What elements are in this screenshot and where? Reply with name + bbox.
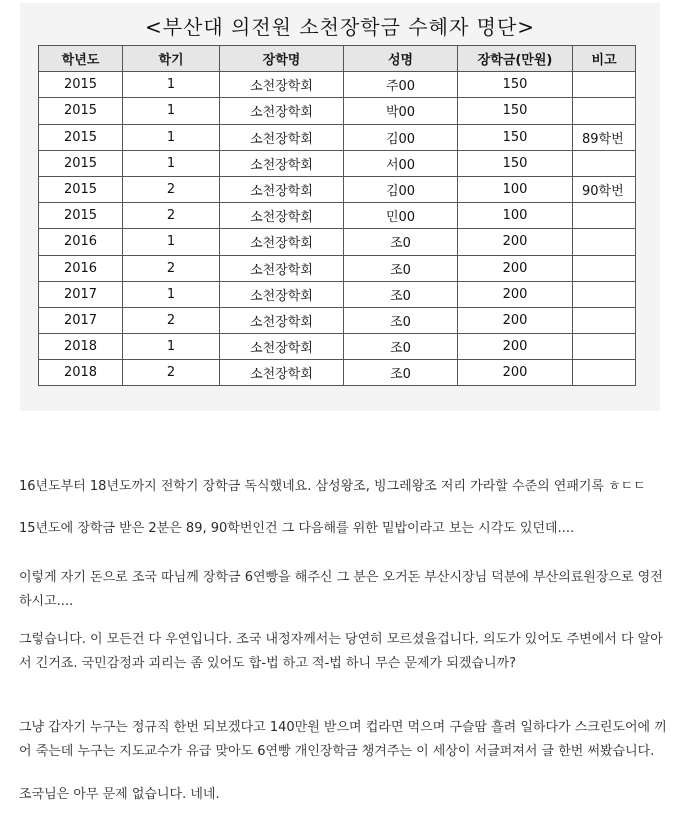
cell-scholarship-name: 소천장학회 [220,334,344,360]
table-row [39,203,636,229]
cell-semester: 1 [123,124,220,150]
table-row [39,229,636,255]
cell-remarks [573,229,636,255]
cell-recipient-name: 조0 [344,255,458,281]
table-row [39,334,636,360]
cell-year: 2015 [39,72,123,98]
header-recipient-name: 성명 [344,46,458,72]
cell-recipient-name: 주00 [344,72,458,98]
cell-semester: 1 [123,98,220,124]
table-body [39,72,636,386]
cell-amount: 150 [458,98,573,124]
cell-scholarship-name: 소천장학회 [220,124,344,150]
cell-semester: 1 [123,229,220,255]
cell-remarks [573,334,636,360]
cell-scholarship-name: 소천장학회 [220,98,344,124]
post-paragraph: 그냥 갑자기 누구는 정규직 한번 되보겠다고 140만원 받으며 컵라면 먹으며 구슬땀 흘려 일하다가 스크린도어에 끼어 죽는데 누구는 지도교수가 유급 맞아도 6연빵 개인장학금 챙겨주는 이 세상이 서글퍼져서 글 한번 써봤습니다. [19,720,667,759]
scholarship-table-image [20,3,660,411]
cell-amount: 100 [458,203,573,229]
cell-recipient-name: 조0 [344,334,458,360]
cell-year: 2017 [39,281,123,307]
cell-semester: 2 [123,360,220,386]
cell-recipient-name: 김00 [344,124,458,150]
cell-year: 2017 [39,307,123,333]
cell-remarks [573,307,636,333]
cell-amount: 200 [458,334,573,360]
cell-recipient-name: 민00 [344,203,458,229]
cell-amount: 150 [458,72,573,98]
cell-semester: 1 [123,281,220,307]
post-paragraph: 그렇습니다. 이 모든건 다 우연입니다. 조국 내정자께서는 당연히 모르셨을겁니다. 의도가 있어도 주변에서 다 알아서 긴거죠. 국민감정과 괴리는 좀 있어도 합-법 하고 적-법 하니 무슨 문제가 되겠습니까? [19,632,663,671]
cell-year: 2016 [39,255,123,281]
cell-amount: 200 [458,360,573,386]
cell-year: 2015 [39,98,123,124]
cell-recipient-name: 조0 [344,307,458,333]
post-paragraph: 16년도부터 18년도까지 전학기 장학금 독식했네요. 삼성왕조, 빙그레왕조 저리 가라할 수준의 연패기록 ㅎㄷㄷ [19,479,646,494]
cell-scholarship-name: 소천장학회 [220,150,344,176]
table-row [39,98,636,124]
cell-amount: 100 [458,176,573,202]
cell-year: 2018 [39,334,123,360]
table-row [39,150,636,176]
cell-year: 2015 [39,203,123,229]
cell-recipient-name: 조0 [344,229,458,255]
cell-scholarship-name: 소천장학회 [220,360,344,386]
cell-remarks [573,98,636,124]
cell-amount: 150 [458,124,573,150]
cell-semester: 2 [123,255,220,281]
cell-amount: 200 [458,281,573,307]
cell-amount: 150 [458,150,573,176]
table-row [39,255,636,281]
table-row [39,124,636,150]
cell-amount: 200 [458,307,573,333]
cell-scholarship-name: 소천장학회 [220,176,344,202]
cell-remarks [573,255,636,281]
cell-remarks [573,360,636,386]
cell-semester: 2 [123,203,220,229]
post-paragraph: 이렇게 자기 돈으로 조국 따님께 장학금 6연빵을 해주신 그 분은 오거돈 부산시장님 덕분에 부산의료원장으로 영전하시고.... [19,570,663,609]
post-paragraph: 15년도에 장학금 받은 2분은 89, 90학번인건 그 다음해를 위한 밑밥이라고 보는 시각도 있던데.... [19,521,575,536]
post-paragraph: 조국님은 아무 문제 없습니다. 네네. [19,787,220,802]
cell-semester: 1 [123,72,220,98]
table-row [39,307,636,333]
cell-recipient-name: 조0 [344,360,458,386]
cell-amount: 200 [458,229,573,255]
table-row [39,281,636,307]
header-year: 학년도 [39,46,123,72]
cell-scholarship-name: 소천장학회 [220,255,344,281]
cell-amount: 200 [458,255,573,281]
cell-recipient-name: 김00 [344,176,458,202]
header-scholarship-name: 장학명 [220,46,344,72]
header-amount: 장학금(만원) [458,46,573,72]
cell-semester: 2 [123,176,220,202]
cell-semester: 1 [123,150,220,176]
cell-remarks: 89학번 [573,124,636,150]
table-row [39,360,636,386]
cell-semester: 1 [123,334,220,360]
table-title: <부산대 의전원 소천장학금 수혜자 명단> [144,15,536,39]
cell-scholarship-name: 소천장학회 [220,72,344,98]
cell-recipient-name: 조0 [344,281,458,307]
cell-year: 2015 [39,124,123,150]
cell-remarks [573,72,636,98]
cell-scholarship-name: 소천장학회 [220,281,344,307]
cell-scholarship-name: 소천장학회 [220,203,344,229]
header-remarks: 비고 [573,46,636,72]
cell-remarks [573,150,636,176]
cell-year: 2015 [39,150,123,176]
cell-remarks [573,203,636,229]
cell-semester: 2 [123,307,220,333]
cell-remarks [573,281,636,307]
header-semester: 학기 [123,46,220,72]
table-row [39,72,636,98]
scholarship-recipient-table [38,45,636,386]
cell-year: 2018 [39,360,123,386]
table-row [39,176,636,202]
cell-scholarship-name: 소천장학회 [220,229,344,255]
cell-recipient-name: 서00 [344,150,458,176]
cell-scholarship-name: 소천장학회 [220,307,344,333]
cell-recipient-name: 박00 [344,98,458,124]
cell-year: 2016 [39,229,123,255]
table-header-row [39,46,636,72]
cell-year: 2015 [39,176,123,202]
cell-remarks: 90학번 [573,176,636,202]
